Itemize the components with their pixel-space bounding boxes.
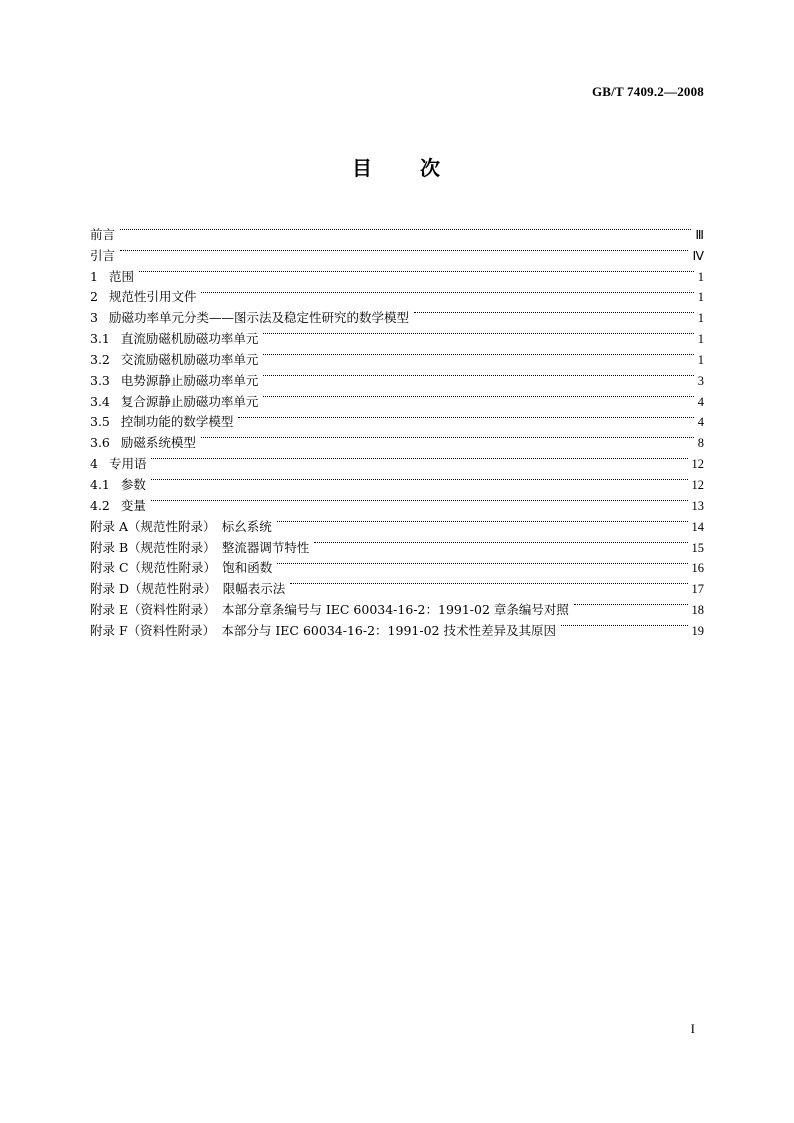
toc-entry-number: 3.1 <box>90 331 110 347</box>
toc-entry-label <box>90 329 258 350</box>
toc-entry-label <box>90 496 146 517</box>
toc-entry-number: 1 <box>90 268 98 284</box>
toc-entry[interactable] <box>90 281 704 305</box>
toc-entry-page: 8 <box>697 436 704 451</box>
toc-entry-label <box>90 454 146 475</box>
title-char-2: 次 <box>420 156 442 180</box>
toc-entry-number: 3.5 <box>90 414 110 430</box>
toc-entry-title: 附录 A（规范性附录） 标幺系统 <box>90 518 272 534</box>
dot-leader <box>277 510 688 531</box>
toc-entry-label <box>90 267 134 288</box>
toc-entry[interactable] <box>90 218 704 242</box>
toc-entry[interactable] <box>90 510 704 534</box>
standard-number: GB/T 7409.2—2008 <box>591 84 704 99</box>
toc-entry-title: 引言 <box>90 247 116 263</box>
dot-leader <box>151 447 687 468</box>
toc-entry-title: 参数 <box>120 476 146 492</box>
dot-leader <box>277 552 687 573</box>
dot-leader <box>414 301 694 322</box>
dot-leader <box>201 281 693 302</box>
toc-entry-title: 前言 <box>90 226 116 242</box>
toc-entry-page: 12 <box>691 477 704 492</box>
toc-entry-title: 规范性引用文件 <box>108 289 197 305</box>
dot-leader <box>263 385 693 406</box>
toc-entry-title: 专用语 <box>108 456 147 472</box>
title-char-1: 目 <box>352 156 374 180</box>
toc-entry-label <box>90 600 569 621</box>
toc-entry-title: 电势源静止励磁功率单元 <box>120 372 259 388</box>
toc-entry-label <box>90 246 115 267</box>
toc-entry-page: 16 <box>691 561 704 576</box>
toc-entry-label <box>90 579 285 600</box>
toc-entry-page: 1 <box>697 290 704 305</box>
toc-entry-label <box>90 517 272 538</box>
dot-leader <box>139 260 694 281</box>
dot-leader <box>238 406 693 427</box>
toc-entry-page: 19 <box>691 623 704 638</box>
dot-leader <box>561 614 688 635</box>
toc-entry-number: 4.2 <box>90 497 110 513</box>
toc-entry-title: 控制功能的数学模型 <box>120 414 234 430</box>
dot-leader <box>201 426 694 447</box>
toc-entry[interactable] <box>90 468 704 492</box>
toc-entry-number: 3.4 <box>90 393 110 409</box>
toc-entry-page: 3 <box>697 373 704 388</box>
toc-entry-page: 14 <box>691 519 704 534</box>
toc-entry-label <box>90 558 272 579</box>
toc-entry-page: 1 <box>697 352 704 367</box>
toc-entry-title: 附录 E（资料性附录） 本部分章条编号与 IEC 60034-16-2：1991-02 章条编号对照 <box>90 602 569 618</box>
toc-entry-title: 复合源静止励磁功率单元 <box>120 393 259 409</box>
dot-leader <box>574 593 688 614</box>
toc-entry-page: 4 <box>697 415 704 430</box>
dot-leader <box>263 343 693 364</box>
dot-leader <box>151 489 688 510</box>
toc-entry-page: 13 <box>691 498 704 513</box>
dot-leader <box>314 531 687 552</box>
toc-entry-label <box>90 287 196 308</box>
toc-entry-number: 4 <box>90 456 98 472</box>
toc-entry-page: 4 <box>697 394 704 409</box>
toc-entry-label <box>90 392 258 413</box>
toc-entry-title: 变量 <box>120 497 146 513</box>
dot-leader <box>263 322 693 343</box>
dot-leader <box>290 572 687 593</box>
table-of-contents <box>90 218 704 638</box>
toc-entry-title: 附录 C（规范性附录） 饱和函数 <box>90 560 273 576</box>
toc-entry-page: 18 <box>691 603 704 618</box>
toc-entry[interactable] <box>90 447 704 472</box>
toc-entry-page: 1 <box>697 311 704 326</box>
toc-entry-page: 12 <box>691 457 704 472</box>
toc-entry-title: 附录 B（规范性附录） 整流器调节特性 <box>90 539 310 555</box>
toc-entry-page: 1 <box>697 269 704 284</box>
toc-entry-page: 15 <box>691 540 704 555</box>
page-folio: I <box>690 1021 695 1036</box>
toc-entry-number: 3.2 <box>90 351 110 367</box>
toc-entry-number: 3.3 <box>90 372 110 388</box>
toc-entry-page: 17 <box>691 582 704 597</box>
dot-leader <box>120 239 688 260</box>
toc-entry-title: 附录 F（资料性附录） 本部分与 IEC 60034-16-2：1991-02 技术性差异及其原因 <box>90 622 556 638</box>
toc-entry-title: 直流励磁机励磁功率单元 <box>120 331 259 347</box>
toc-entry-label <box>90 371 258 392</box>
toc-entry-number: 3 <box>90 310 98 326</box>
toc-entry-label <box>90 621 556 642</box>
toc-entry-page: Ⅳ <box>692 248 704 263</box>
dot-leader <box>120 218 691 239</box>
toc-entry-title: 励磁系统模型 <box>120 435 196 451</box>
toc-entry-number: 2 <box>90 289 98 305</box>
toc-entry-page: Ⅲ <box>695 227 704 242</box>
dot-leader <box>151 468 688 489</box>
toc-entry[interactable] <box>90 239 704 263</box>
toc-entry-label <box>90 475 146 496</box>
dot-leader <box>263 364 693 385</box>
toc-entry-title: 交流励磁机励磁功率单元 <box>120 351 259 367</box>
toc-entry-number: 4.1 <box>90 476 110 492</box>
page-title <box>0 152 794 181</box>
toc-entry-page: 1 <box>697 332 704 347</box>
toc-entry[interactable] <box>90 489 704 513</box>
toc-entry-label <box>90 225 115 246</box>
toc-entry-title: 范围 <box>108 268 134 284</box>
toc-entry-title: 附录 D（规范性附录） 限幅表示法 <box>90 581 286 597</box>
toc-entry-number: 3.6 <box>90 435 110 451</box>
toc-entry-title: 励磁功率单元分类——图示法及稳定性研究的数学模型 <box>108 310 409 326</box>
toc-entry-label <box>90 350 258 371</box>
toc-entry[interactable] <box>90 260 704 284</box>
